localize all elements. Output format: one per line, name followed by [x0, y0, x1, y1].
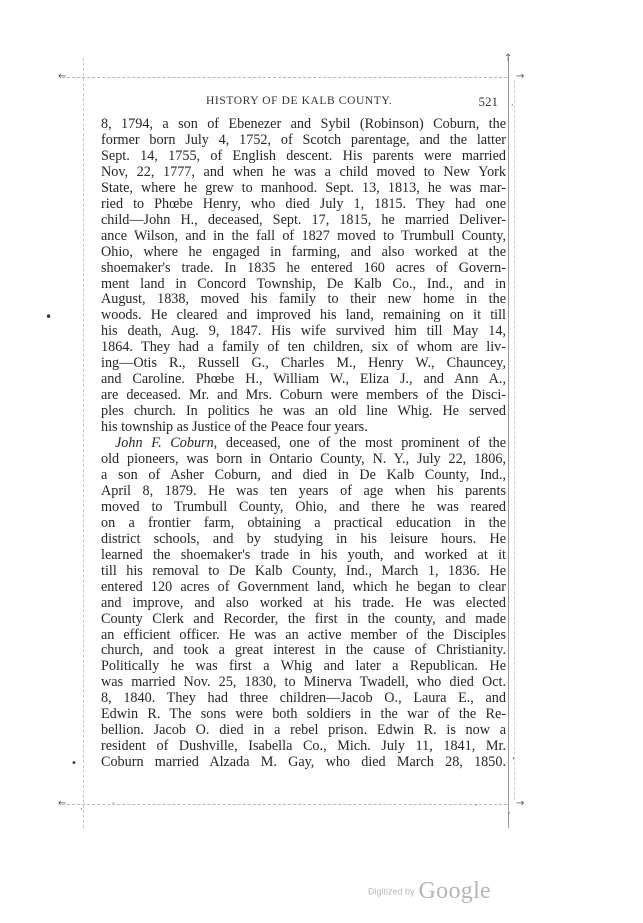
text-line: on a frontier farm, obtaining a practical education in the [101, 514, 506, 531]
text-line: a son of Asher Coburn, and died in De Kalb County, Ind., [101, 466, 506, 483]
text-line: ried to Phœbe Henry, who died July 1, 1815. They had one [101, 195, 506, 212]
text-line: ing—Otis R., Russell G., Charles M., Henry W., Chauncey, [101, 355, 506, 372]
page-number: 521 [478, 94, 498, 109]
text-line: Nov, 22, 1777, and when he was a child moved to New York [101, 163, 506, 180]
margin-bullet-mark: • [45, 310, 53, 324]
text-line: August, 1838, moved his family to their new home in the [101, 291, 506, 308]
text-line: was married Nov. 25, 1830, to Minerva Twadell, who died Oct. [101, 674, 506, 691]
text-line: his death, Aug. 9, 1847. His wife survived him till May 14, [101, 323, 506, 340]
text-line: till his removal to De Kalb County, Ind., March 1, 1836. He [101, 562, 506, 579]
right-margin-guide-faint [514, 80, 515, 800]
crop-mark-right-arrow-icon: → [516, 71, 525, 82]
paragraph-john-f-coburn [101, 436, 506, 771]
paragraph-ebenezer-coburn-continued [101, 117, 506, 436]
running-title: HISTORY OF DE KALB COUNTY. [206, 95, 393, 107]
text-run: , deceased, one of the most prominent of the [213, 435, 507, 452]
crop-mark-right-arrow-icon: → [516, 798, 525, 809]
top-crop-guide [62, 77, 507, 78]
text-line: his township as Justice of the Peace four years. [101, 419, 368, 436]
text-line [101, 436, 506, 452]
scan-tick-mark: ʹ [112, 802, 115, 812]
text-line: Edwin R. The sons were both soldiers in the war of the Re- [101, 706, 506, 723]
text-line: bellion. Jacob O. died in a rebel prison. Edwin R. is now a [101, 722, 506, 739]
scan-tick-mark: ʹ [508, 812, 511, 822]
text-line: an efficient officer. He was an active member of the Disciples [101, 626, 506, 643]
text-line: learned the shoemaker's trade in his youth, and worked at it [101, 546, 506, 563]
text-line: former born July 4, 1752, of Scotch parentage, and the latter [101, 131, 506, 148]
text-line: district schools, and by studying in his leisure hours. He [101, 530, 506, 547]
scan-tick-mark: ʹ [511, 104, 514, 114]
text-line: April 8, 1879. He was ten years of age when his parents [101, 482, 506, 499]
text-line: ance Wilson, and in the fall of 1827 moved to Trumbull County, [101, 227, 506, 244]
text-line: and Caroline. Phœbe H., William W., Eliza J., and Ann A., [101, 371, 506, 388]
text-line: church, and took a great interest in the cause of Christianity. [101, 642, 506, 659]
biography-subject-name: John F. Coburn [115, 435, 214, 452]
text-line: old pioneers, was born in Ontario County, N. Y., July 22, 1806, [101, 451, 506, 468]
google-logo: Google [418, 878, 491, 904]
crop-mark-left-arrow-icon: ← [58, 71, 67, 82]
text-line: moved to Trumbull County, Ohio, and there he was reared [101, 498, 506, 515]
margin-bullet-mark: • [71, 758, 77, 769]
text-line: resident of Dushville, Isabella Co., Mich. July 11, 1841, Mr. [101, 738, 506, 755]
text-line: are deceased. Mr. and Mrs. Coburn were members of the Disci- [101, 387, 506, 404]
text-line: child—John H., deceased, Sept. 17, 1815, he married Deliver- [101, 211, 506, 228]
text-line: Politically he was first a Whig and later a Republican. He [101, 658, 506, 675]
crop-mark-up-arrow-icon: ↑ [504, 53, 513, 64]
digitization-watermark [368, 878, 491, 905]
text-line: Ohio, where he engaged in farming, and also worked at the [101, 243, 506, 260]
scan-tick-mark: ʹ [80, 808, 83, 818]
text-line: shoemaker's trade. In 1835 he entered 160 acres of Govern- [101, 259, 506, 276]
text-line: 8, 1840. They had three children—Jacob O., Laura E., and [101, 690, 506, 707]
body-text [101, 117, 506, 771]
text-line: 1864. They had a family of ten children, six of whom are liv- [101, 339, 506, 356]
bottom-crop-guide [62, 804, 507, 805]
text-line: County Clerk and Recorder, the first in the county, and made [101, 610, 506, 627]
text-line: and improve, and also worked at his trade. He was elected [101, 594, 506, 611]
right-margin-guide [508, 58, 509, 828]
scan-tick-mark: ʹ [512, 757, 515, 768]
scan-tick-mark: ʹ [475, 804, 478, 814]
left-margin-guide [83, 58, 84, 828]
text-line: ment land in Concord Township, De Kalb Co., Ind., and in [101, 275, 506, 292]
text-line: ples church. In politics he was an old line Whig. He served [101, 403, 506, 420]
text-line: State, where he grew to manhood. Sept. 13, 1813, he was mar- [101, 179, 506, 196]
text-line: entered 120 acres of Government land, which he began to clear [101, 578, 506, 595]
running-header [88, 95, 500, 113]
crop-mark-left-arrow-icon: ← [58, 798, 67, 809]
text-line: 8, 1794, a son of Ebenezer and Sybil (Robinson) Coburn, the [101, 116, 506, 132]
text-line: woods. He cleared and improved his land, remaining on it till [101, 307, 506, 324]
text-line: Sept. 14, 1755, of English descent. His parents were married [101, 147, 506, 164]
watermark-prefix: Digitized by [368, 886, 415, 897]
text-line: Coburn married Alzada M. Gay, who died March 28, 1850. [101, 754, 506, 771]
